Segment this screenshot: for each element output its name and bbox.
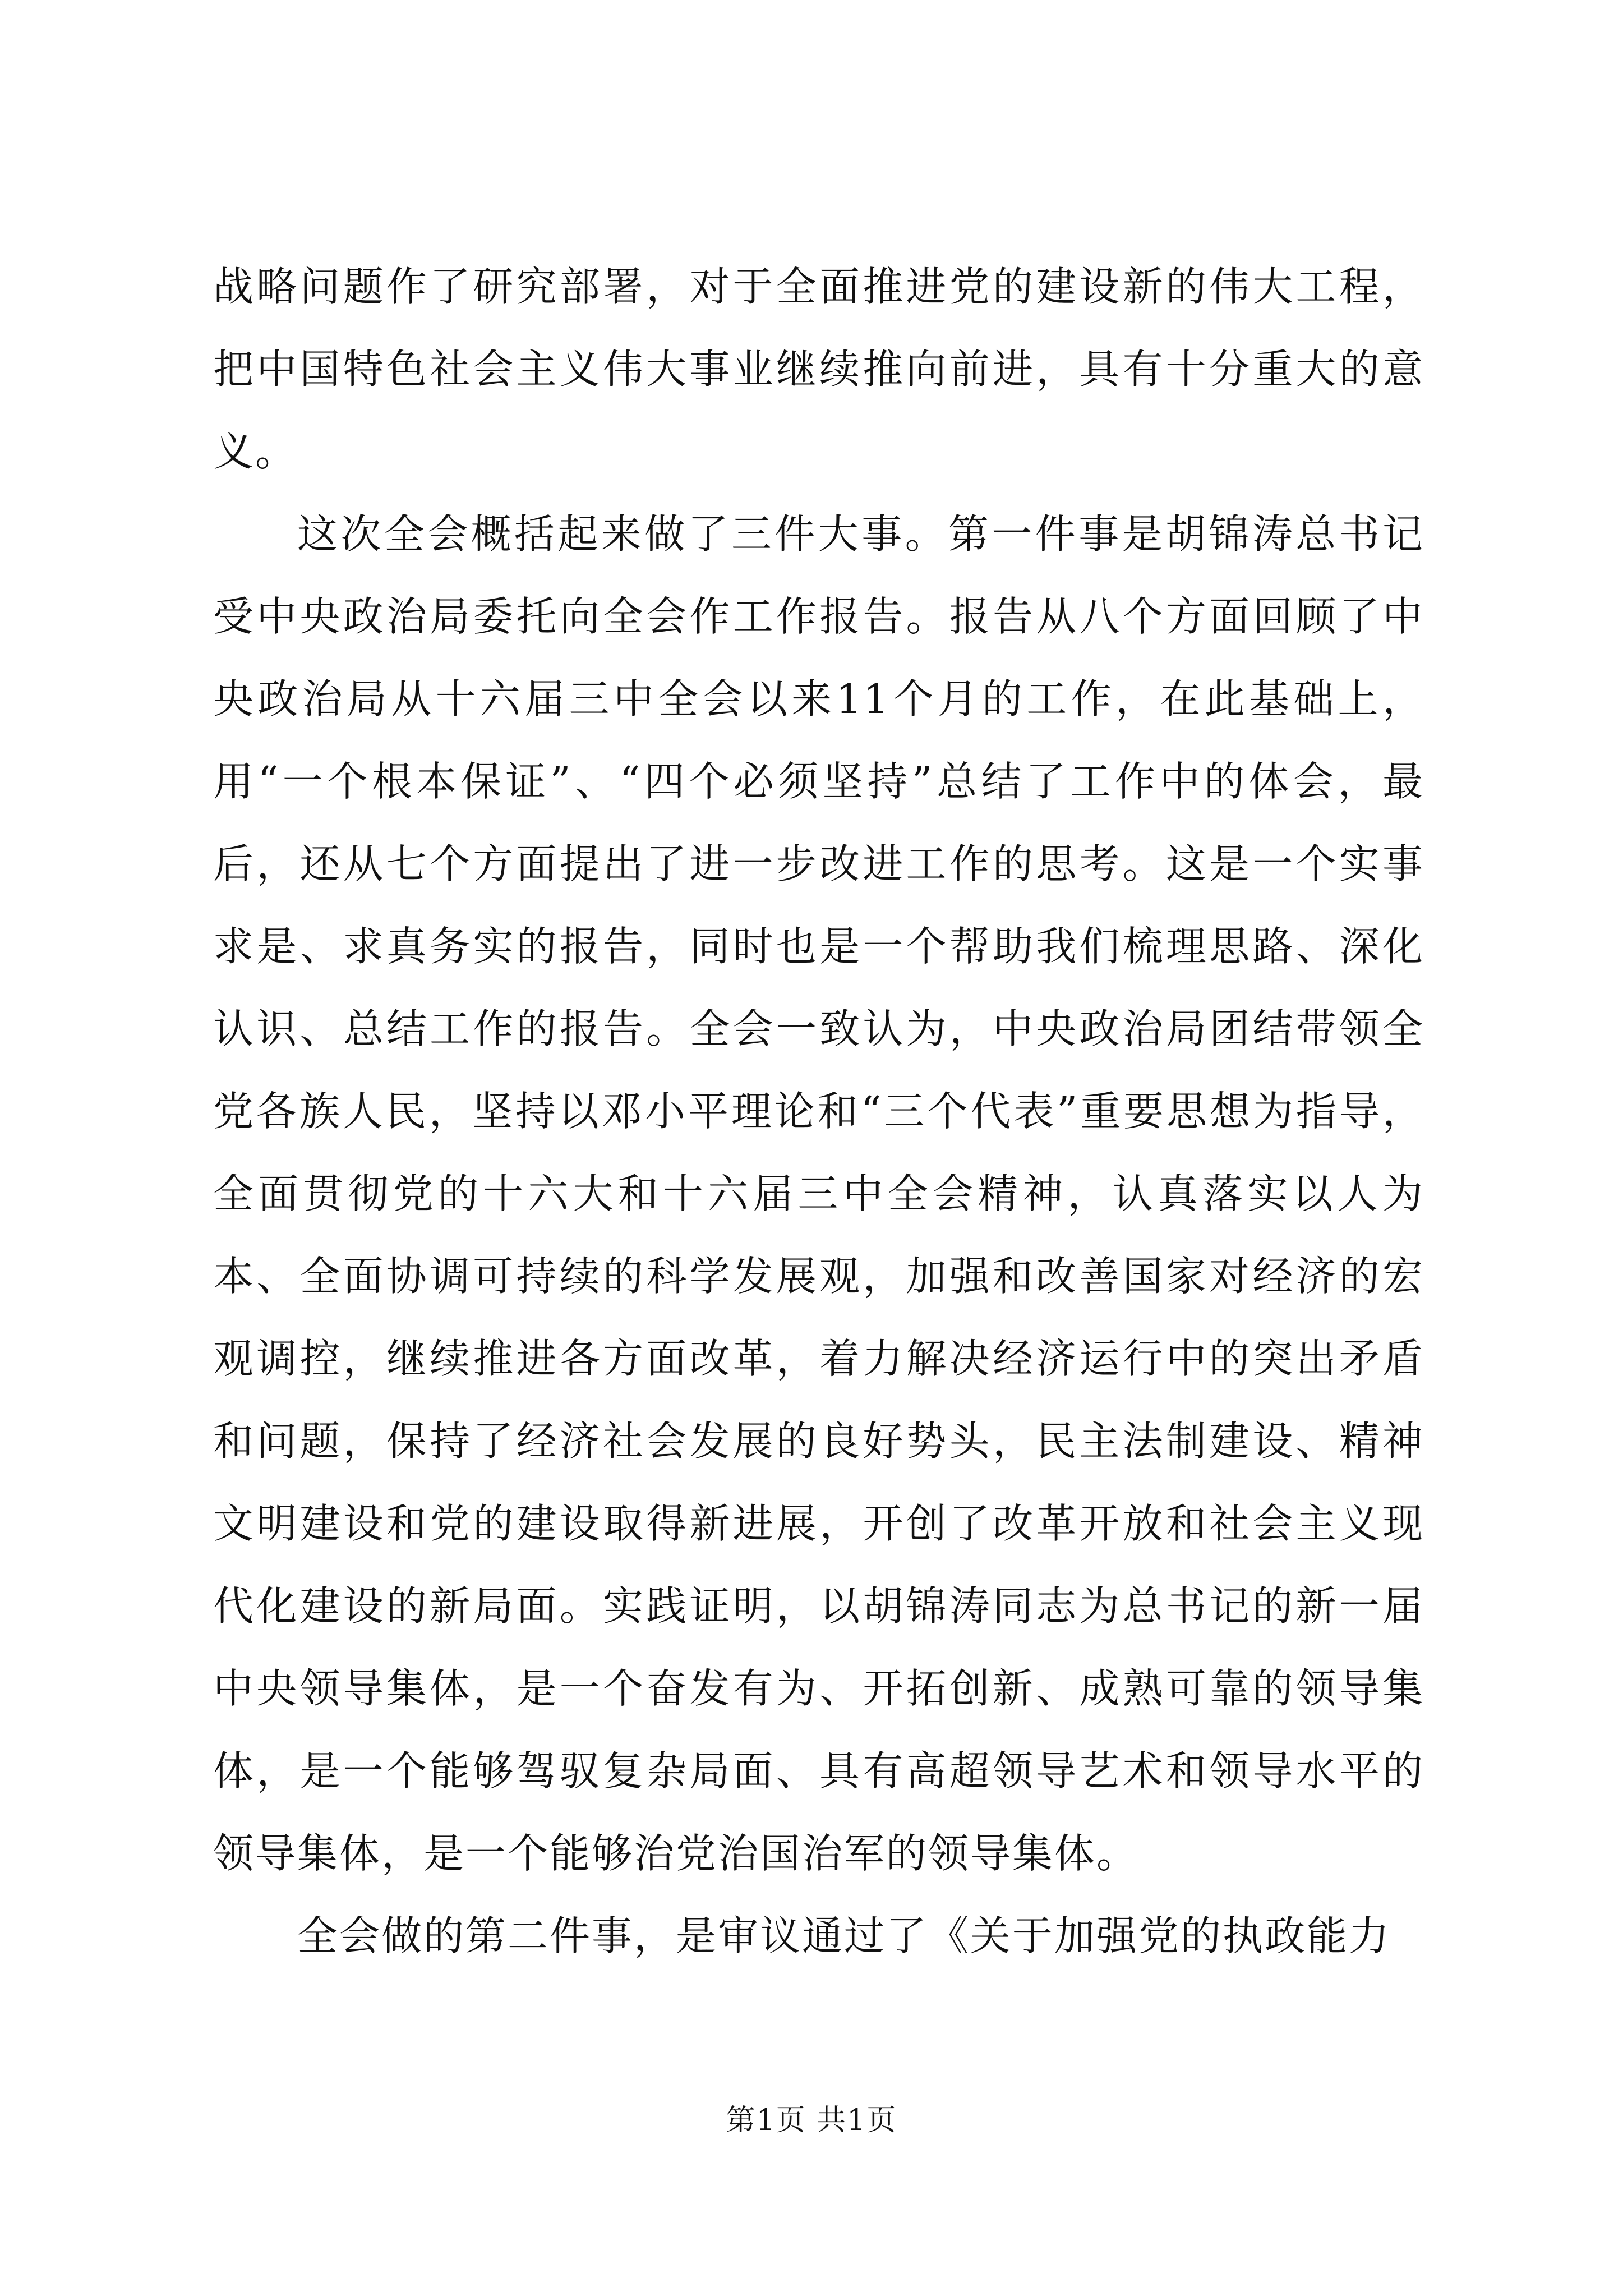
paragraph-3: 全会做的第二件事，是审议通过了《关于加强党的执政能力 (297, 1912, 1391, 1959)
document-body (213, 246, 1424, 1977)
page-footer (0, 2098, 1623, 2143)
page-number: 第1页 共1页 (726, 2104, 897, 2137)
paragraph-2: 这次全会概括起来做了三件大事。第一件事是胡锦涛总书记受中央政治局委托向全会作工作报告。报告从八个方面回顾了中央政治局从十六届三中全会以来11个月的工作，在此基础上，用“一个根本保证”、“四个必须坚持”总结了工作中的体会，最后，还从七个方面提出了进一步改进工作的思考。这是一个实事求是、求真务实的报告，同时也是一个帮助我们梳理思路、深化认识、总结工作的报告。全会一致认为，中央政治局团结带领全党各族人民，坚持以邓小平理论和“三个代表”重要思想为指导，全面贯彻党的十六大和十六届三中全会精神，认真落实以人为本、全面协调可持续的科学发展观，加强和改善国家对经济的宏观调控，继续推进各方面改革，着力解决经济运行中的突出矛盾和问题，保持了经济社会发展的良好势头，民主法制建设、精神文明建设和党的建设取得新进展，开创了改革开放和社会主义现代化建设的新局面。实践证明，以胡锦涛同志为总书记的新一届中央领导集体，是一个奋发有为、开拓创新、成熟可靠的领导集体，是一个能够驾驭复杂局面、具有高超领导艺术和领导水平的领导集体，是一个能够治党治国治军的领导集体。 (213, 510, 1424, 1877)
paragraph-1: 战略问题作了研究部署，对于全面推进党的建设新的伟大工程，把中国特色社会主义伟大事业继续推向前进，具有十分重大的意义。 (213, 263, 1424, 475)
